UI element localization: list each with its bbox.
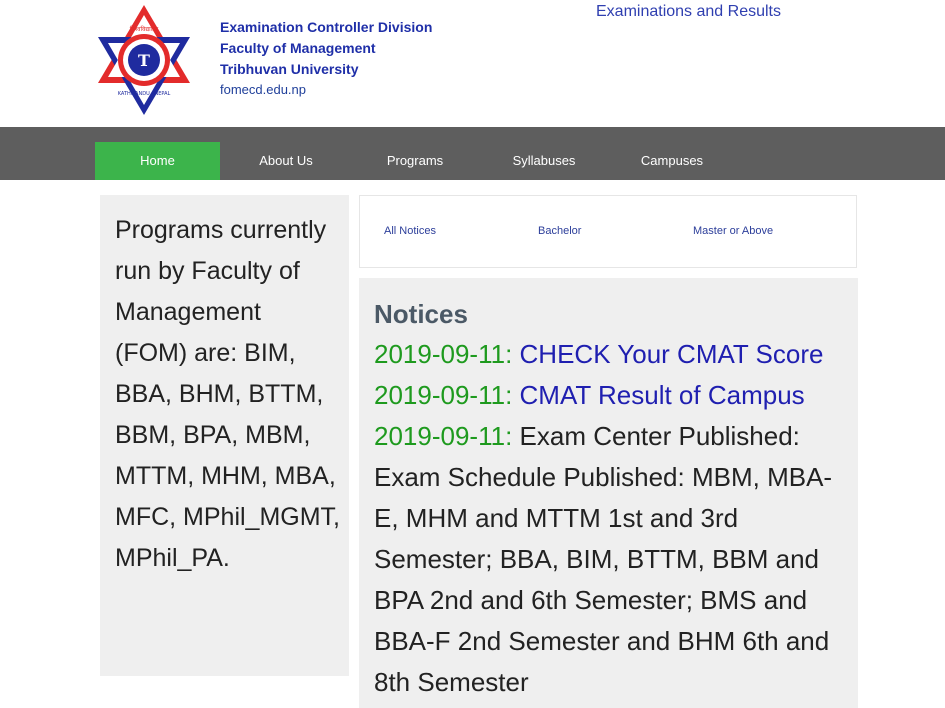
notice-tabs	[359, 195, 857, 268]
site-url[interactable]: fomecd.edu.np	[220, 82, 307, 97]
tab-master-or-above[interactable]: Master or Above	[693, 225, 774, 237]
svg-text:T: T	[138, 51, 150, 70]
notice-date: 2019-09-11:	[374, 339, 513, 369]
org-line-university: Tribhuvan University	[220, 61, 359, 77]
notices-title: Notices	[374, 299, 468, 329]
notice-link-cmat-result[interactable]: CMAT Result of Campus	[519, 380, 805, 410]
nav-home[interactable]: Home	[95, 142, 220, 180]
tab-bachelor[interactable]: Bachelor	[538, 225, 582, 237]
notice-item	[374, 334, 849, 375]
org-line-faculty: Faculty of Management	[220, 40, 376, 56]
notice-item	[374, 416, 849, 703]
svg-text:KATHMANDU · NEPAL: KATHMANDU · NEPAL	[117, 91, 171, 97]
site-header	[0, 0, 945, 127]
nav-syllabuses[interactable]: Syllabuses	[512, 153, 576, 168]
main-navbar	[0, 127, 945, 180]
notice-link-cmat-score[interactable]: CHECK Your CMAT Score	[519, 339, 824, 369]
notices-list	[374, 334, 849, 703]
svg-text:विश्वविद्यालय: विश्वविद्यालय	[129, 26, 159, 33]
programs-description: Programs currently run by Faculty of Management (FOM) are: BIM, BBA, BHM, BTTM, BBM, BPA, MBM, MTTM, MHM, MBA, MFC, MPhil_MGMT, MPhil_PA.	[115, 216, 340, 572]
notice-text-exam-center: Exam Center Published: Exam Schedule Published: MBM, MBA-E, MHM and MTTM 1st and 3rd Semester; BBA, BIM, BTTM, BBM and BPA 2nd and 6th Semester; BMS and BBA-F 2nd Semester and BHM 6th and 8th Semester	[374, 421, 833, 697]
examinations-results-link[interactable]: Examinations and Results	[596, 3, 781, 20]
nav-campuses[interactable]: Campuses	[640, 153, 704, 168]
tab-all-notices[interactable]: All Notices	[384, 225, 436, 237]
nav-about-us[interactable]: About Us	[259, 153, 313, 168]
tribhuvan-university-logo[interactable]	[94, 3, 194, 117]
organization-info	[220, 17, 432, 100]
notice-date: 2019-09-11:	[374, 380, 513, 410]
notice-item	[374, 375, 849, 416]
notice-date: 2019-09-11:	[374, 421, 513, 451]
org-line-division: Examination Controller Division	[220, 19, 433, 35]
nav-programs[interactable]: Programs	[386, 153, 444, 168]
